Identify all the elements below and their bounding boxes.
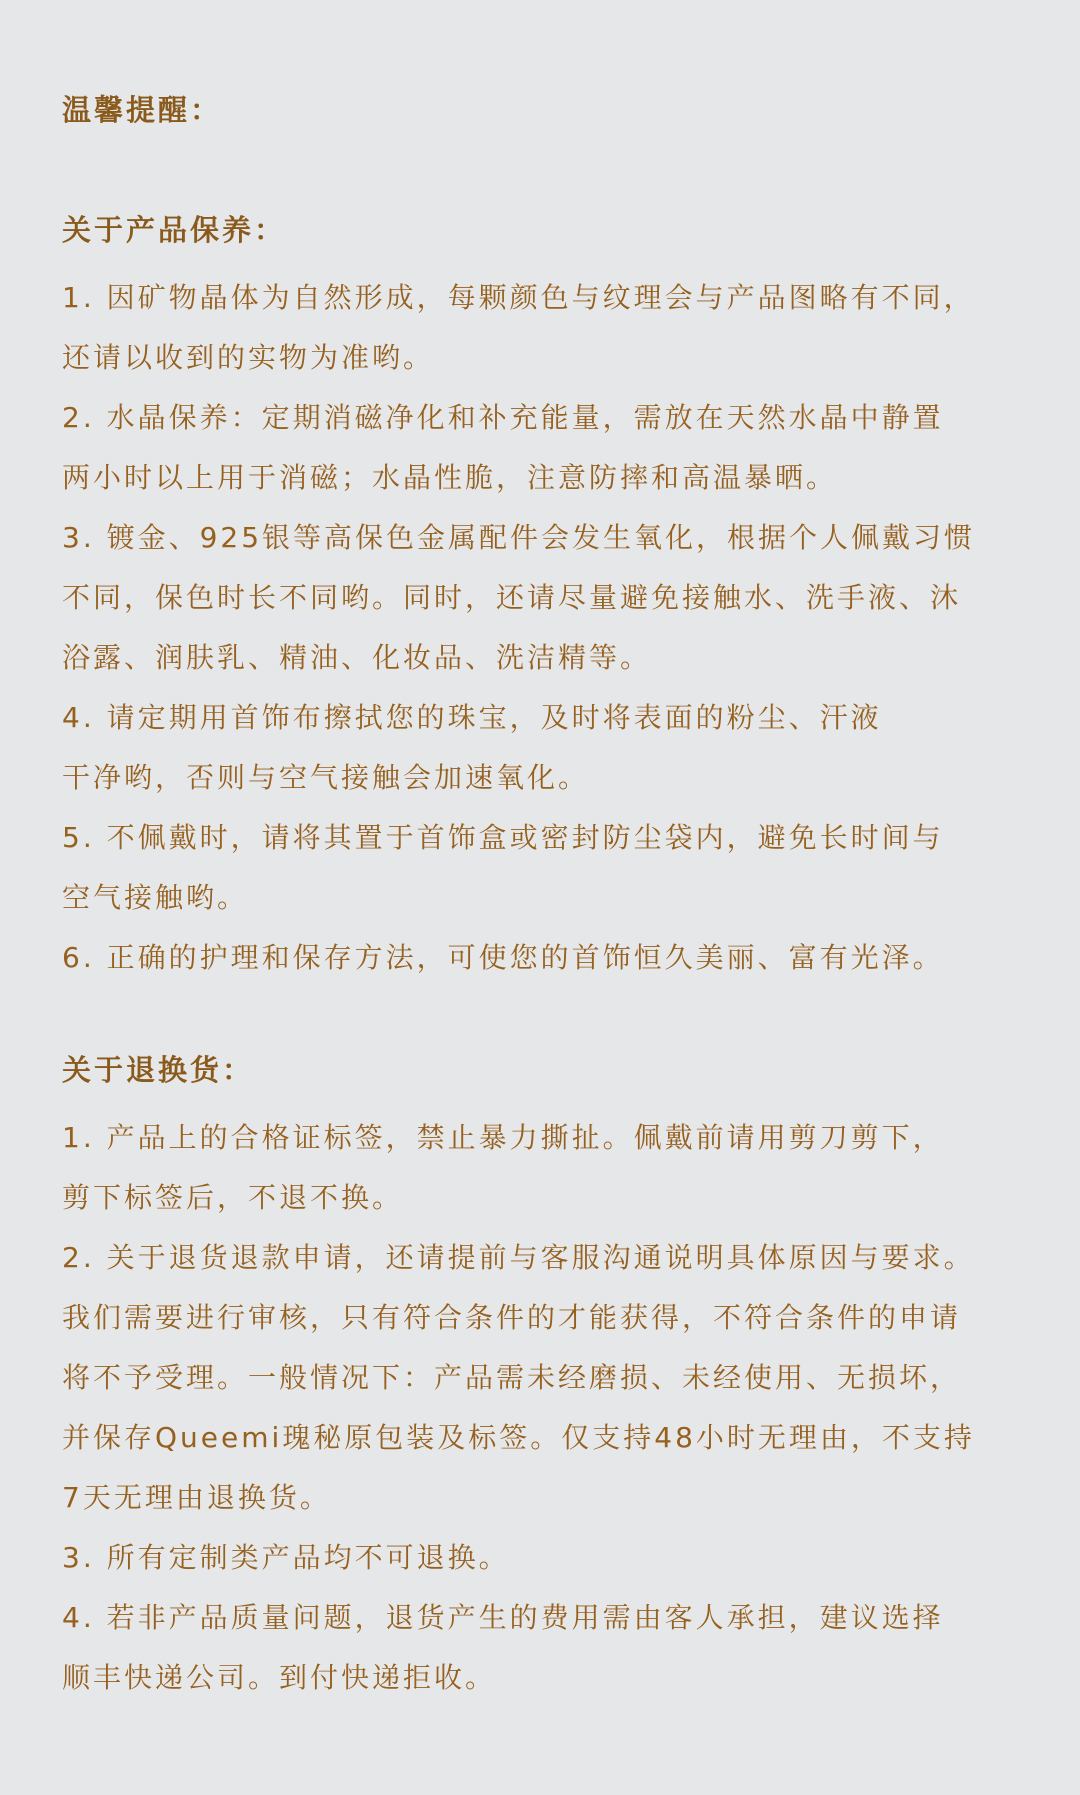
care-line: 不同，保色时长不同哟。同时，还请尽量避免接触水、洗手液、沐 bbox=[62, 581, 962, 614]
returns-line: 3. 所有定制类产品均不可退换。 bbox=[62, 1541, 510, 1574]
care-line: 4. 请定期用首饰布擦拭您的珠宝，及时将表面的粉尘、汗液 bbox=[62, 701, 882, 734]
returns-line: 2. 关于退货退款申请，还请提前与客服沟通说明具体原因与要求。 bbox=[62, 1241, 975, 1274]
reminder-title: 温馨提醒： bbox=[62, 93, 223, 127]
care-line: 两小时以上用于消磁；水晶性脆，注意防摔和高温暴晒。 bbox=[62, 461, 838, 494]
returns-line: 4. 若非产品质量问题，退货产生的费用需由客人承担，建议选择 bbox=[62, 1601, 944, 1634]
care-line: 还请以收到的实物为准哟。 bbox=[62, 341, 435, 374]
returns-line: 剪下标签后，不退不换。 bbox=[62, 1181, 404, 1214]
care-line: 空气接触哟。 bbox=[62, 881, 249, 914]
returns-line: 我们需要进行审核，只有符合条件的才能获得，不符合条件的申请 bbox=[62, 1301, 962, 1334]
returns-section-body bbox=[62, 1108, 1018, 1708]
returns-line: 1. 产品上的合格证标签，禁止暴力撕扯。佩戴前请用剪刀剪下， bbox=[62, 1121, 944, 1154]
care-section-body bbox=[62, 268, 1018, 988]
returns-line: 顺丰快递公司。到付快递拒收。 bbox=[62, 1661, 497, 1694]
returns-line: 7天无理由退换货。 bbox=[62, 1481, 331, 1514]
returns-section-title: 关于退换货： bbox=[62, 1053, 255, 1087]
care-line: 6. 正确的护理和保存方法，可使您的首饰恒久美丽、富有光泽。 bbox=[62, 941, 944, 974]
care-line: 3. 镀金、925银等高保色金属配件会发生氧化，根据个人佩戴习惯 bbox=[62, 521, 976, 554]
returns-line: 将不予受理。一般情况下：产品需未经磨损、未经使用、无损坏， bbox=[62, 1361, 962, 1394]
care-line: 2. 水晶保养：定期消磁净化和补充能量，需放在天然水晶中静置 bbox=[62, 401, 944, 434]
care-line: 浴露、润肤乳、精油、化妆品、洗洁精等。 bbox=[62, 641, 652, 674]
returns-line: 并保存Queemi瑰秘原包装及标签。仅支持48小时无理由，不支持 bbox=[62, 1421, 975, 1454]
section-spacer bbox=[62, 988, 1018, 1048]
care-section-title: 关于产品保养： bbox=[62, 213, 287, 247]
care-line: 干净哟，否则与空气接触会加速氧化。 bbox=[62, 761, 590, 794]
care-line: 5. 不佩戴时，请将其置于首饰盒或密封防尘袋内，避免长时间与 bbox=[62, 821, 944, 854]
care-line: 1. 因矿物晶体为自然形成，每颗颜色与纹理会与产品图略有不同， bbox=[62, 281, 975, 314]
